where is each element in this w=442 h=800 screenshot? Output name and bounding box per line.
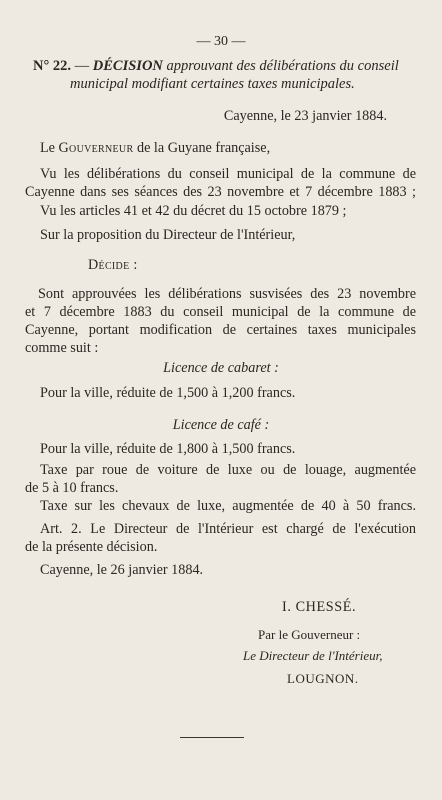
consideration-line-1: Vu les délibérations du conseil municipal de la commune de bbox=[40, 166, 416, 182]
consideration-line-4: Sur la proposition du Directeur de l'Intérieur, bbox=[40, 227, 296, 243]
decision-number: N° 22. bbox=[33, 58, 72, 74]
decision-heading-line-1 bbox=[33, 57, 399, 75]
decision-title: DÉCISION bbox=[92, 58, 163, 74]
article1-line-2: et 7 décembre 1883 du conseil municipal de la commune de bbox=[25, 304, 416, 320]
authority-rest: de la Guyane française, bbox=[136, 140, 271, 156]
heading-dash: — bbox=[74, 58, 90, 74]
cafe-line-1: Pour la ville, réduite de 1,800 à 1,500 francs. bbox=[40, 441, 296, 457]
authority-title: Gouverneur bbox=[58, 140, 134, 156]
signature-name: I. CHESSÉ. bbox=[282, 599, 357, 615]
authority-prefix: Le bbox=[40, 140, 55, 156]
signature-second-name: LOUGNON. bbox=[287, 671, 359, 686]
signature-role: Le Directeur de l'Intérieur, bbox=[243, 648, 383, 663]
cafe-line-2: Taxe par roue de voiture de luxe ou de louage, augmentée bbox=[40, 462, 416, 478]
authority-line bbox=[40, 139, 270, 157]
cafe-line-4: Taxe sur les chevaux de luxe, augmentée de 40 à 50 francs. bbox=[40, 498, 416, 514]
cafe-title: Licence de café : bbox=[172, 417, 270, 433]
decision-subtitle-part-1: approuvant des délibérations du conseil bbox=[166, 58, 399, 74]
cabaret-line: Pour la ville, réduite de 1,500 à 1,200 francs. bbox=[40, 385, 296, 401]
bottom-rule bbox=[180, 737, 244, 738]
cabaret-title: Licence de cabaret : bbox=[163, 360, 279, 376]
article1-line-1: Sont approuvées les délibérations susvisées des 23 novembre bbox=[38, 286, 416, 302]
cafe-line-3: de 5 à 10 francs. bbox=[25, 480, 119, 496]
signature-par: Par le Gouverneur : bbox=[258, 627, 361, 642]
article1-line-4: comme suit : bbox=[25, 340, 99, 356]
decision-subtitle-part-2: municipal modifiant certaines taxes municipales. bbox=[70, 76, 355, 92]
place-date: Cayenne, le 23 janvier 1884. bbox=[223, 108, 387, 124]
article1-line-3: Cayenne, portant modification de certaines taxes municipales bbox=[25, 322, 416, 338]
closing-date: Cayenne, le 26 janvier 1884. bbox=[40, 562, 204, 578]
consideration-line-2: Cayenne dans ses séances des 23 novembre et 7 décembre 1883 ; bbox=[25, 184, 416, 200]
article2-line-2: de la présente décision. bbox=[25, 539, 158, 555]
article2-line-1: Art. 2. Le Directeur de l'Intérieur est chargé de l'exécution bbox=[40, 521, 416, 537]
page-number: — 30 — bbox=[196, 34, 246, 49]
decide-label: Décide : bbox=[88, 257, 138, 273]
consideration-line-3: Vu les articles 41 et 42 du décret du 15 octobre 1879 ; bbox=[40, 203, 347, 219]
